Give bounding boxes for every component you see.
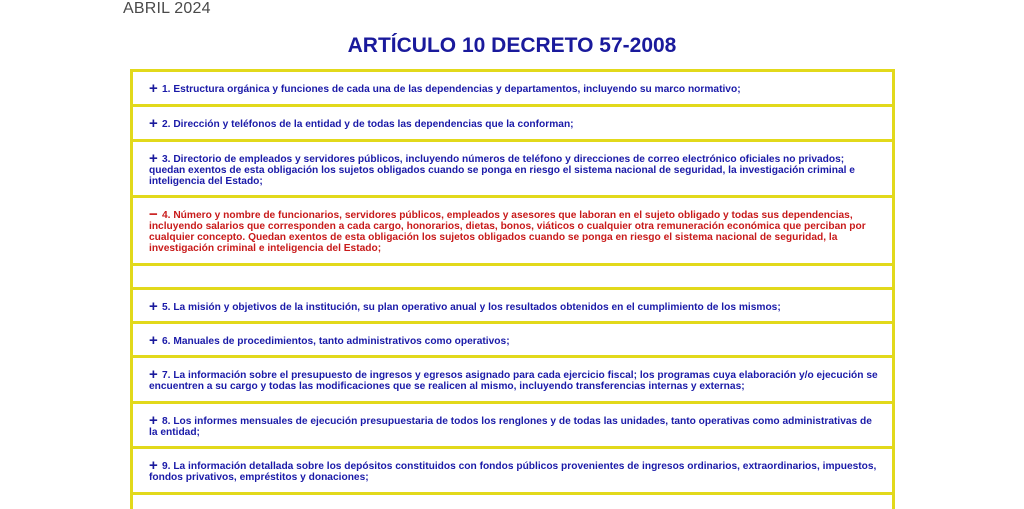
- accordion-item-label: 4. Número y nombre de funcionarios, servidores públicos, empleados y asesores que laboran en el sujeto obligado y todas sus dependencias, incluyendo salarios que corresponden a cada cargo, honorarios, dietas, bonos, viáticos o cualquier otra remuneración económica que perciban por cualquier concepto. Quedan exentos de esta obligación los sujetos obligados cuando se ponga en riesgo el sistema nacional de seguridad, la investigación criminal e inteligencia del Estado;: [149, 210, 866, 254]
- accordion-item-text: [149, 80, 878, 97]
- accordion-item-text: [149, 412, 878, 438]
- accordion-item-6[interactable]: [133, 324, 892, 355]
- accordion-item-label: 2. Dirección y teléfonos de la entidad y de todas las dependencias que la conforman;: [162, 119, 574, 130]
- accordion-item-text: [149, 457, 878, 483]
- accordion-item-label: 3. Directorio de empleados y servidores públicos, incluyendo números de teléfono y direcciones de correo electrónico oficiales no privados; quedan exentos de esta obligación los sujetos obligados cuando se ponga en riesgo el sistema nacional de seguridad, la investigación criminal e inteligencia del Estado;: [149, 154, 855, 187]
- plus-icon: +: [149, 332, 158, 349]
- accordion-item-label: 5. La misión y objetivos de la institución, su plan operativo anual y los resultados obtenidos en el cumplimiento de los mismos;: [162, 302, 781, 313]
- accordion-item-text: [149, 332, 878, 349]
- accordion-item-text: [149, 206, 878, 254]
- accordion-item-9[interactable]: [133, 449, 892, 492]
- minus-icon: −: [149, 206, 158, 223]
- accordion-item-5[interactable]: [133, 290, 892, 321]
- accordion-item-text: [149, 115, 878, 132]
- plus-icon: +: [149, 298, 158, 315]
- accordion-item-text: [149, 150, 878, 187]
- accordion: [130, 69, 895, 509]
- accordion-item-4[interactable]: [133, 198, 892, 263]
- accordion-item-3[interactable]: [133, 142, 892, 195]
- page-title: ARTÍCULO 10 DECRETO 57-2008: [347, 34, 677, 57]
- accordion-item-text: [149, 298, 878, 315]
- accordion-item-10[interactable]: [133, 495, 892, 509]
- plus-icon: +: [149, 80, 158, 97]
- accordion-item-2[interactable]: [133, 107, 892, 139]
- accordion-item-label: 8. Los informes mensuales de ejecución presupuestaria de todos los renglones y de todas las unidades, tanto operativas como administrativas de la entidad;: [149, 416, 872, 438]
- accordion-item-1[interactable]: [133, 72, 892, 104]
- accordion-item-8[interactable]: [133, 404, 892, 446]
- plus-icon: +: [149, 150, 158, 167]
- plus-icon: +: [149, 457, 158, 474]
- accordion-item-label: 6. Manuales de procedimientos, tanto administrativos como operativos;: [162, 336, 510, 347]
- accordion-item-label: 7. La información sobre el presupuesto de ingresos y egresos asignado para cada ejercicio fiscal; los programas cuya elaboración y/o ejecución se encuentren a su cargo y todas las modificaciones que se realicen al mismo, incluyendo transferencias internas y externas;: [149, 370, 878, 392]
- accordion-item-4-content: [133, 266, 892, 287]
- accordion-item-label: 9. La información detallada sobre los depósitos constituidos con fondos públicos provenientes de ingresos ordinarios, extraordinarios, impuestos, fondos privativos, empréstitos y donaciones;: [149, 461, 877, 483]
- accordion-item-label: 1. Estructura orgánica y funciones de cada una de las dependencias y departamentos, incluyendo su marco normativo;: [162, 84, 741, 95]
- accordion-item-7[interactable]: [133, 358, 892, 401]
- accordion-item-text: [149, 366, 878, 392]
- plus-icon: +: [149, 412, 158, 429]
- date-label: ABRIL 2024: [123, 0, 211, 17]
- plus-icon: +: [149, 366, 158, 383]
- plus-icon: +: [149, 115, 158, 132]
